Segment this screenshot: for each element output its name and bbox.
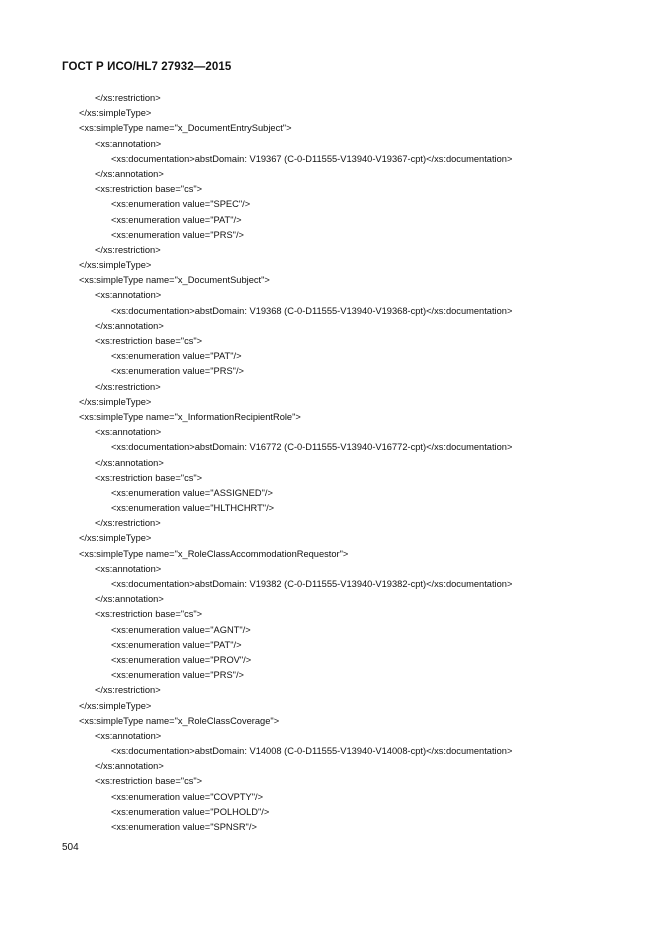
code-line: </xs:restriction> [95, 685, 161, 696]
code-line: </xs:restriction> [95, 518, 161, 529]
code-line: <xs:enumeration value="COVPTY"/> [111, 791, 264, 802]
code-line: <xs:enumeration value="PAT"/> [111, 351, 242, 362]
code-line: </xs:restriction> [95, 93, 161, 103]
code-line: </xs:annotation> [95, 168, 164, 179]
code-line: <xs:enumeration value="PAT"/> [111, 639, 242, 650]
code-line: <xs:simpleType name="x_DocumentSubject"> [79, 275, 270, 286]
code-line: <xs:annotation> [95, 563, 162, 574]
code-line: </xs:simpleType> [79, 533, 152, 544]
code-line: <xs:simpleType name="x_RoleClassCoverage"> [79, 715, 280, 726]
code-line: <xs:restriction base="cs"> [95, 609, 203, 620]
code-line: <xs:enumeration value="SPNSR"/> [111, 822, 257, 832]
code-line: <xs:annotation> [95, 730, 162, 741]
code-line: </xs:restriction> [95, 244, 161, 255]
code-line: </xs:simpleType> [79, 396, 152, 407]
code-line: </xs:simpleType> [79, 108, 152, 119]
code-line: <xs:enumeration value="HLTHCHRT"/> [111, 503, 275, 514]
code-line: </xs:simpleType> [79, 260, 152, 271]
code-line: <xs:documentation>abstDomain: V19382 (C-0-D11555-V13940-V19382-cpt)</xs:documentation> [111, 579, 513, 589]
code-line: <xs:restriction base="cs"> [95, 472, 203, 483]
code-line: <xs:restriction base="cs"> [95, 776, 203, 787]
code-line: <xs:documentation>abstDomain: V14008 (C-0-D11555-V13940-V14008-cpt)</xs:documentation> [111, 746, 513, 757]
code-line: </xs:restriction> [95, 381, 161, 392]
code-line: <xs:annotation> [95, 290, 162, 301]
code-line: </xs:simpleType> [79, 700, 152, 711]
code-line: <xs:enumeration value="AGNT"/> [111, 624, 251, 635]
code-line: <xs:enumeration value="PRS"/> [111, 229, 244, 240]
code-line: <xs:enumeration value="ASSIGNED"/> [111, 487, 273, 498]
code-line: <xs:restriction base="cs"> [95, 184, 203, 195]
code-line: <xs:enumeration value="PRS"/> [111, 366, 244, 377]
code-line: <xs:restriction base="cs"> [95, 336, 203, 346]
code-line: <xs:enumeration value="PRS"/> [111, 670, 244, 681]
page-number: 504 [62, 842, 79, 853]
code-line: </xs:annotation> [95, 761, 164, 772]
code-line: </xs:annotation> [95, 594, 164, 605]
code-line: <xs:enumeration value="PAT"/> [111, 214, 242, 225]
code-line: </xs:annotation> [95, 320, 164, 331]
code-line: <xs:enumeration value="POLHOLD"/> [111, 806, 270, 817]
xml-code-listing [0, 91, 661, 835]
code-line: <xs:documentation>abstDomain: V19367 (C-0-D11555-V13940-V19367-cpt)</xs:documentation> [111, 153, 513, 164]
code-line: <xs:enumeration value="SPEC"/> [111, 199, 251, 210]
code-line: <xs:annotation> [95, 427, 162, 438]
code-line: <xs:simpleType name="x_DocumentEntrySubject"> [79, 123, 292, 134]
code-line: <xs:enumeration value="PROV"/> [111, 654, 252, 665]
code-line: <xs:annotation> [95, 138, 162, 149]
code-line: </xs:annotation> [95, 457, 164, 468]
code-line: <xs:documentation>abstDomain: V16772 (C-0-D11555-V13940-V16772-cpt)</xs:documentation> [111, 442, 513, 453]
code-line: <xs:documentation>abstDomain: V19368 (C-0-D11555-V13940-V19368-cpt)</xs:documentation> [111, 305, 513, 316]
document-header: ГОСТ Р ИСО/HL7 27932—2015 [62, 61, 232, 73]
code-line: <xs:simpleType name="x_InformationRecipientRole"> [79, 411, 301, 422]
code-line: <xs:simpleType name="x_RoleClassAccommodationRequestor"> [79, 548, 349, 559]
